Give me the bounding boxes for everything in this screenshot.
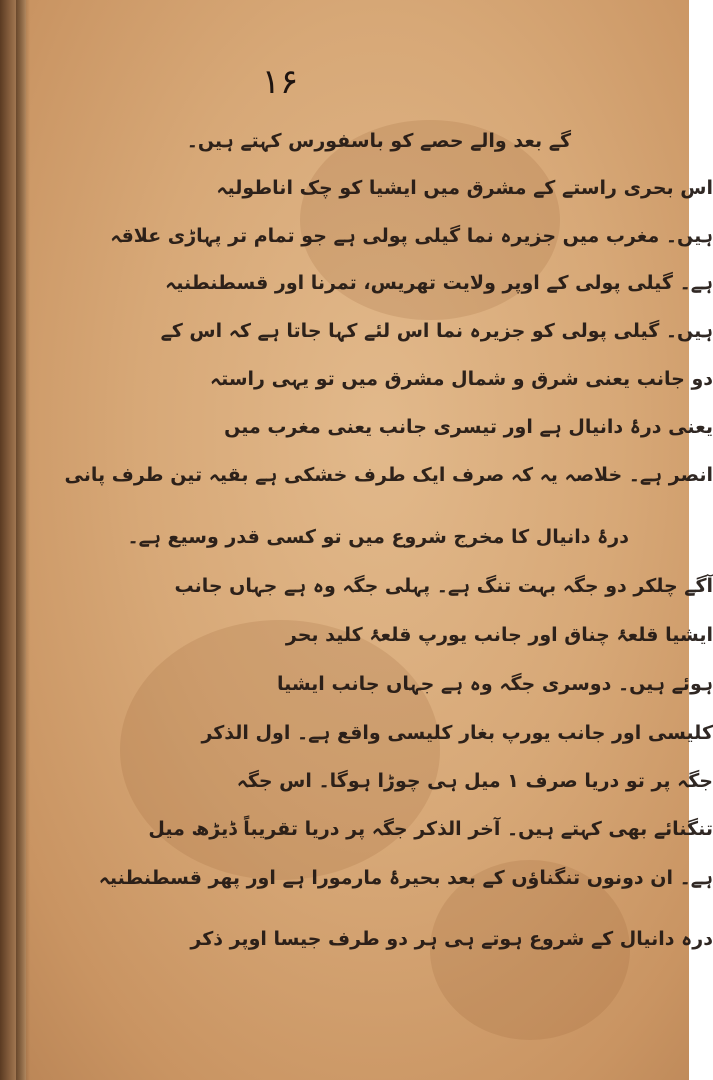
text-line: اس بحری راستے کے مشرق میں ایشیا کو چک اناطولیہ	[216, 177, 713, 199]
text-line: گے بعد والے حصے کو باسفورس کہتے ہیں۔	[186, 130, 571, 152]
text-line: تنگنائے بھی کہتے ہیں۔ آخر الذکر جگہ پر دریا تقریباً ڈیڑھ میل	[148, 818, 713, 840]
text-line: ہے۔ گیلی پولی کے اوپر ولایت تھریس، تمرنا اور قسطنطنیہ	[165, 272, 713, 294]
text-line: درۂ دانیال کا مخرج شروع میں تو کسی قدر وسیع ہے۔	[127, 526, 629, 548]
text-line: آگے چلکر دو جگہ بہت تنگ ہے۔ پہلی جگہ وہ ہے جہاں جانب	[174, 575, 713, 597]
text-line: دو جانب یعنی شرق و شمال مشرق میں تو یہی راستہ	[209, 368, 713, 390]
text-line: ہیں۔ مغرب میں جزیرہ نما گیلی پولی ہے جو تمام تر پہاڑی علاقہ	[110, 225, 713, 247]
text-line: ہے۔ ان دونوں تنگناؤں کے بعد بحیرۂ مارمورا ہے اور پھر قسطنطنیہ	[98, 867, 713, 889]
text-line: کلیسی اور جانب یورپ بغار کلیسی واقع ہے۔ اول الذکر	[201, 722, 713, 744]
page-number: ۱۶	[261, 62, 299, 102]
text-line: جگہ پر تو دریا صرف ۱ میل ہی چوڑا ہوگا۔ اس جگہ	[236, 770, 713, 792]
text-line: ہیں۔ گیلی پولی کو جزیرہ نما اس لئے کہا جاتا ہے کہ اس کے	[160, 320, 713, 342]
text-line: ہوئے ہیں۔ دوسری جگہ وہ ہے جہاں جانب ایشیا	[276, 673, 713, 695]
text-line: انصر ہے۔ خلاصہ یہ کہ صرف ایک طرف خشکی ہے بقیہ تین طرف پانی	[64, 464, 713, 486]
text-line: درہ دانیال کے شروع ہوتے ہی ہر دو طرف جیسا اوپر ذکر	[190, 928, 713, 950]
text-line: ایشیا قلعۂ چناق اور جانب یورپ قلعۂ کلید بحر	[285, 624, 713, 646]
text-line: یعنی درۂ دانیال ہے اور تیسری جانب یعنی مغرب میں	[224, 416, 713, 438]
